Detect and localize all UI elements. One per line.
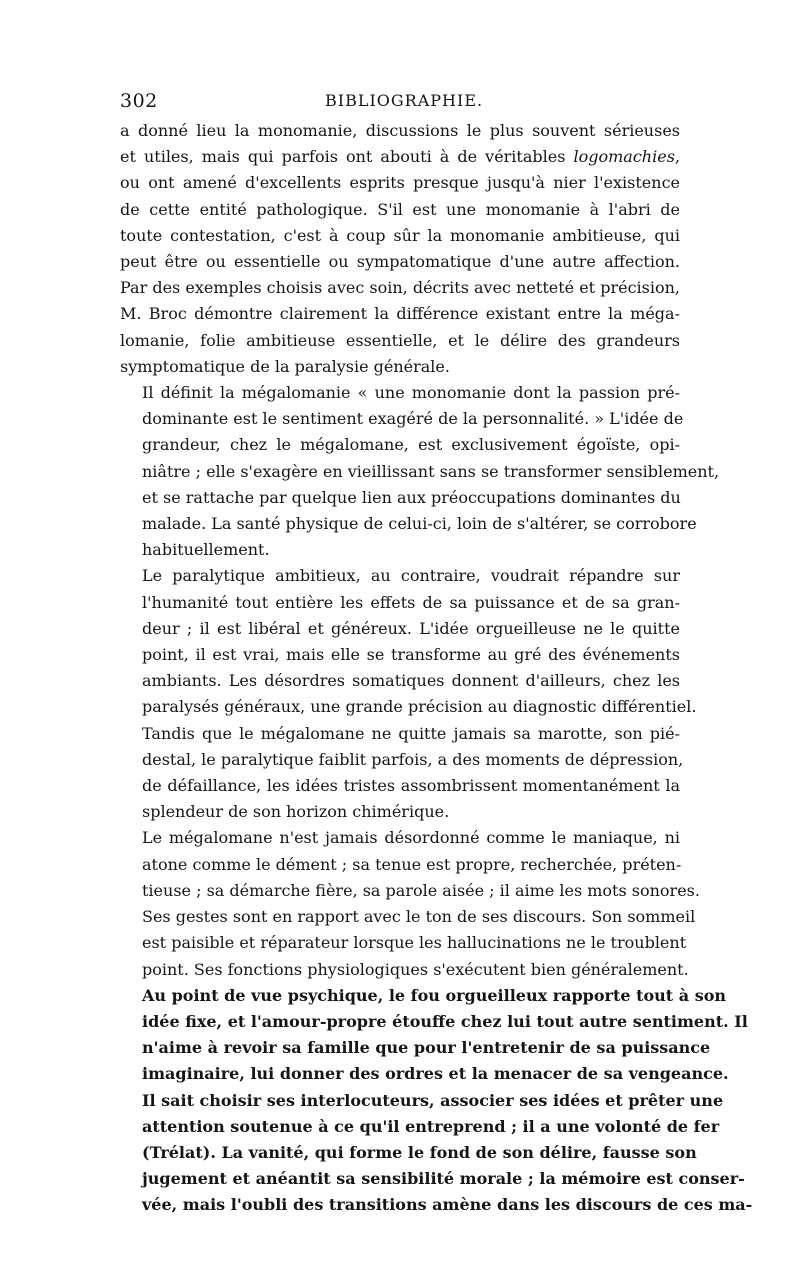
text-line: Ses gestes sont en rapport avec le ton de ses discours. Son sommeil bbox=[142, 907, 696, 927]
body-text bbox=[120, 118, 753, 1219]
text-line: jugement et anéantit sa sensibilité morale ; la mémoire est conser- bbox=[142, 1169, 745, 1189]
text-line: Il définit la mégalomanie « une monomanie dont la passion pré- bbox=[142, 383, 680, 403]
text-line: a donné lieu la monomanie, discussions le plus souvent sérieuses bbox=[120, 121, 680, 140]
text-line: M. Broc démontre clairement la différence existant entre la méga- bbox=[120, 304, 680, 324]
text-line: Tandis que le mégalomane ne quitte jamais sa marotte, son pié- bbox=[142, 723, 680, 743]
text-line: paralysés généraux, une grande précision au diagnostic différentiel. bbox=[142, 697, 697, 717]
text-line: Le paralytique ambitieux, au contraire, voudrait répandre sur bbox=[142, 566, 680, 586]
text-line: peut être ou essentielle ou sympatomatique d'une autre affection. bbox=[120, 252, 680, 272]
text-line: habituellement. bbox=[142, 540, 270, 560]
text-line: (Trélat). La vanité, qui forme le fond de son délire, fausse son bbox=[142, 1142, 697, 1162]
text-line: de cette entité pathologique. S'il est une monomanie à l'abri de bbox=[120, 199, 680, 219]
text-line: lomanie, folie ambitieuse essentielle, et le délire des grandeurs bbox=[120, 330, 680, 350]
text-line: niâtre ; elle s'exagère en vieillissant sans se transformer sensiblement, bbox=[142, 461, 720, 481]
paragraph bbox=[120, 721, 684, 826]
text-line: symptomatique de la paralysie générale. bbox=[120, 356, 450, 376]
paragraph bbox=[120, 983, 753, 1219]
text-line: destal, le paralytique faiblit parfois, a des moments de dépression, bbox=[142, 749, 684, 769]
text-line: malade. La santé physique de celui-ci, loin de s'altérer, se corrobore bbox=[142, 514, 697, 534]
paragraph bbox=[120, 118, 680, 380]
text-line: deur ; il est libéral et généreux. L'idée orgueilleuse ne le quitte bbox=[142, 618, 680, 638]
text-line: est paisible et réparateur lorsque les hallucinations ne le troublent bbox=[142, 933, 687, 953]
text-line: atone comme le dément ; sa tenue est propre, recherchée, préten- bbox=[142, 854, 682, 874]
text-line: ambiants. Les désordres somatiques donnent d'ailleurs, chez les bbox=[142, 671, 680, 691]
paragraph bbox=[120, 825, 700, 982]
text-line: l'humanité tout entière les effets de sa puissance et de sa gran- bbox=[142, 592, 680, 612]
text-line: attention soutenue à ce qu'il entreprend ; il a une volonté de fer bbox=[142, 1116, 720, 1136]
text-line: de défaillance, les idées tristes assombrissent momentanément la bbox=[142, 776, 680, 796]
text-line: toute contestation, c'est à coup sûr la monomanie ambitieuse, qui bbox=[120, 225, 680, 245]
paragraph bbox=[120, 380, 720, 563]
text-line: vée, mais l'oubli des transitions amène dans les discours de ces ma- bbox=[142, 1195, 753, 1215]
text-line: et utiles, mais qui parfois ont abouti à de véritables logomachies, bbox=[120, 147, 680, 167]
text-line: Il sait choisir ses interlocuteurs, associer ses idées et prêter une bbox=[142, 1090, 724, 1110]
text-line: ou ont amené d'excellents esprits presque jusqu'à nier l'existence bbox=[120, 173, 680, 193]
running-head bbox=[120, 90, 680, 118]
text-line: tieuse ; sa démarche fière, sa parole aisée ; il aime les mots sonores. bbox=[142, 880, 700, 900]
text-line: Le mégalomane n'est jamais désordonné comme le maniaque, ni bbox=[142, 828, 680, 848]
text-line: imaginaire, lui donner des ordres et la menacer de sa vengeance. bbox=[142, 1064, 729, 1084]
paragraph bbox=[120, 563, 697, 720]
text-line: et se rattache par quelque lien aux préoccupations dominantes du bbox=[142, 487, 681, 507]
text-line: point, il est vrai, mais elle se transforme au gré des événements bbox=[142, 645, 680, 665]
text-line: splendeur de son horizon chimérique. bbox=[142, 802, 450, 822]
text-line: Au point de vue psychique, le fou orgueilleux rapporte tout à son bbox=[142, 985, 727, 1005]
book-page bbox=[120, 90, 753, 1219]
page-number: 302 bbox=[120, 90, 158, 112]
text-line: point. Ses fonctions physiologiques s'exécutent bien généralement. bbox=[142, 959, 689, 979]
text-line: Par des exemples choisis avec soin, décrits avec netteté et précision, bbox=[120, 278, 680, 298]
text-line: n'aime à revoir sa famille que pour l'entretenir de sa puissance bbox=[142, 1038, 711, 1058]
running-title: BIBLIOGRAPHIE. bbox=[325, 91, 484, 110]
text-line: grandeur, chez le mégalomane, est exclusivement égoïste, opi- bbox=[142, 435, 680, 455]
text-line: dominante est le sentiment exagéré de la personnalité. » L'idée de bbox=[142, 409, 684, 429]
text-line: idée fixe, et l'amour-propre étouffe chez lui tout autre sentiment. Il bbox=[142, 1011, 748, 1031]
